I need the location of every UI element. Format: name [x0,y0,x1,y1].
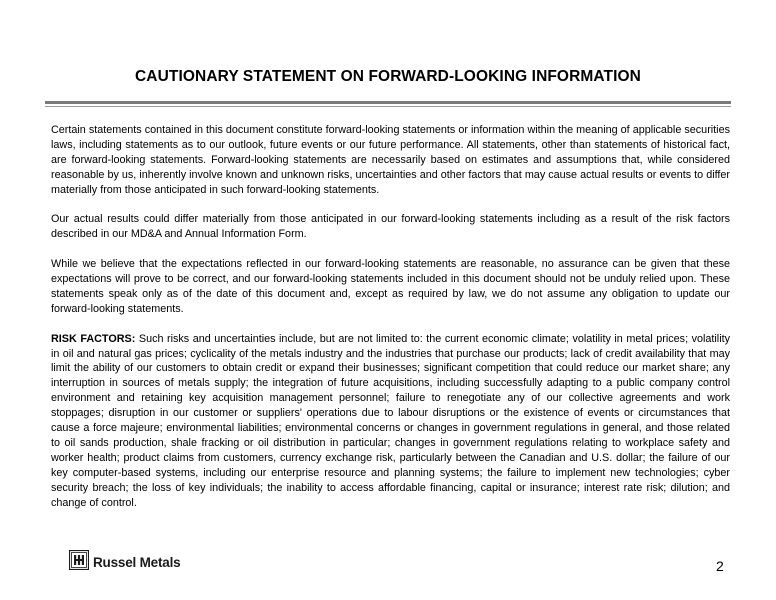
russel-metals-emblem-icon [69,550,89,575]
paragraph-risk-factors [51,332,730,511]
statement-body [51,123,730,511]
page-title: CAUTIONARY STATEMENT ON FORWARD-LOOKING INFORMATION [135,68,641,85]
paragraph-expectations: While we believe that the expectations reflected in our forward-looking statements are reasonable, no assurance can be given that these expectations will prove to be correct, and our forward-looking statements included in this document should not be unduly relied upon. These statements speak only as of the date of this document and, except as required by law, we do not assume any obligation to update our forward-looking statements. [51,258,730,315]
paragraph-actual-results: Our actual results could differ materially from those anticipated in our forward-looking statements including as a result of the risk factors described in our MD&A and Annual Information Form. [51,213,730,241]
logo-wordmark: Russel Metals [93,554,181,570]
company-logo [69,551,180,573]
risk-factors-text: Such risks and uncertainties include, but are not limited to: the current economic climate; volatility in metal prices; volatility in oil and natural gas prices; cyclicality of the metals industry and the industries that purchase our products; lack of credit availability that may limit the ability of our customers to obtain credit or expand their businesses; significant competition that could reduce our market share; any interruption in sources of metals supply; the integration of future acquisitions, including successfully adapting to a public company control environment and retaining key acquisition management personnel; failure to renegotiate any of our collective agreements and work stoppages; disruption in our customer or suppliers' operations due to labour disruptions or the existence of events or circumstances that cause a force majeure; environmental liabilities; environmental concerns or changes in government regulations in general, and those related to oil sands production, shale fracking or oil distribution in particular; changes in government regulations relating to workplace safety and worker health; product claims from customers, currency exchange risk, particularly between the Canadian and U.S. dollar; the failure of our key computer-based systems, including our enterprise resource and planning systems; the failure to implement new technologies; cyber security breach; the loss of key individuals; the inability to access affordable financing, capital or insurance; interest rate risk; dilution; and change of control. [51,332,731,509]
paragraph-forward-looking: Certain statements contained in this document constitute forward-looking statements or information within the meaning of applicable securities laws, including statements as to our outlook, future events or our future performance. All statements, other than statements of historical fact, are forward-looking statements. Forward-looking statements are necessarily based on estimates and assumptions that, while considered reasonable by us, inherently involve known and unknown risks, uncertainties and other factors that may cause actual results or events to differ materially from those anticipated in such forward-looking statements. [51,124,730,196]
risk-factors-label: RISK FACTORS: [51,332,136,345]
page-number: 2 [716,558,724,574]
title-divider-thin [45,106,731,107]
title-divider-thick [45,101,731,104]
